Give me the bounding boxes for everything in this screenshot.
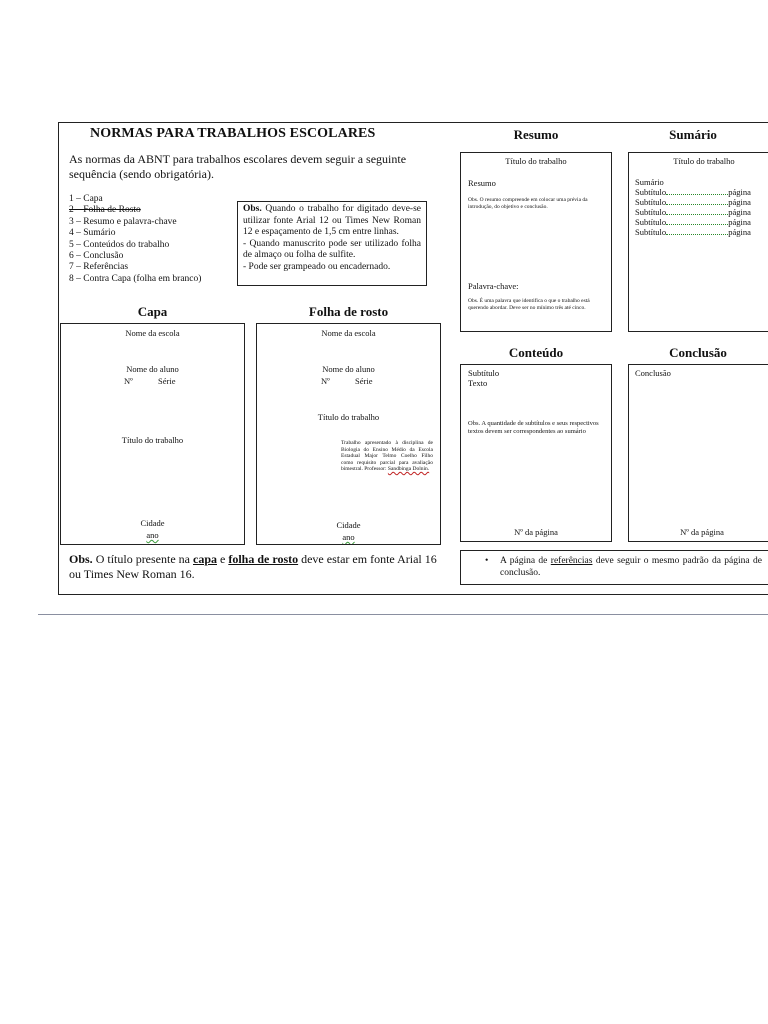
sumario-row: Subtítulo página — [635, 227, 751, 237]
sumario-rows — [635, 187, 751, 237]
list-item: 4 – Sumário — [69, 228, 116, 239]
sumario-row: Subtítulo página — [635, 217, 751, 227]
capa-grade: Série — [158, 376, 176, 386]
list-item: 2 – Folha de Rosto — [69, 205, 141, 216]
sumario-row: Subtítulo página — [635, 197, 751, 207]
capa-box — [60, 323, 245, 545]
referencias-link: referências — [550, 556, 593, 566]
folha-city: Cidade — [336, 520, 361, 530]
sumario-label: Sumário — [635, 177, 664, 187]
footer-folha: folha de rosto — [228, 552, 299, 566]
conteudo-page: Nº da página — [514, 527, 558, 537]
folha-year-wrap — [257, 532, 440, 542]
list-item: 7 – Referências — [69, 262, 129, 273]
conteudo-text: Texto — [468, 378, 488, 388]
footer-obs-label: Obs. — [69, 552, 93, 566]
folha-school: Nome da escola — [321, 328, 376, 338]
list-item: 1 – Capa — [69, 194, 103, 204]
conclusao-label: Conclusão — [635, 368, 671, 378]
capa-title: Título do trabalho — [121, 435, 184, 445]
list-item: 3 – Resumo e palavra-chave — [69, 216, 177, 227]
separator-line — [38, 614, 768, 615]
teacher-name: Sandbinga Dolnin. — [387, 466, 430, 472]
folha-rosto-heading: Folha de rosto — [308, 304, 389, 319]
sumario-heading: Sumário — [669, 127, 717, 142]
dot-leader — [666, 224, 728, 225]
obs-line-1: Obs. Quando o trabalho for digitado deve-se utilizar fonte Arial 12 ou Times New Roman 12 e espaçamento de 1,5 cm entre linhas. — [243, 204, 421, 238]
folha-note: Trabalho apresentado à disciplina de Biologia do Ensino Médio da Escola Estadual Major Telmo Coelho Filho como requisito parcial para avaliação bimestral. Professor: Sandbinga Dolnin. — [341, 440, 433, 472]
keyword-label: Palavra-chave: — [468, 281, 519, 291]
sumario-title: Título do trabalho — [673, 156, 735, 166]
capa-heading: Capa — [137, 304, 168, 319]
sumario-row: Subtítulo página — [635, 187, 751, 197]
sumario-row: Subtítulo página — [635, 207, 751, 217]
dot-leader — [666, 204, 728, 205]
resumo-title: Título do trabalho — [505, 156, 567, 166]
capa-student: Nome do aluno — [126, 364, 179, 374]
obs-line-2: - Quando manuscrito pode ser utilizado folha de almaço ou folha de sulfite. — [243, 238, 421, 261]
keyword-obs: Obs. É uma palavra que identifica o que o trabalho está querendo abordar. Deve ser no mínimo três até cinco. — [468, 298, 590, 311]
resumo-heading: Resumo — [513, 127, 559, 142]
folha-rosto-box — [256, 323, 441, 545]
capa-num: Nº — [124, 376, 133, 386]
conteudo-box — [460, 364, 612, 542]
conclusao-heading: Conclusão — [669, 345, 727, 360]
obs-line-3: - Pode ser grampeado ou encadernado. — [243, 261, 391, 272]
conteudo-obs: Obs. A quantidade de subtítulos e seus respectivos textos devem ser correspondentes ao sumário — [468, 420, 599, 435]
intro-text: As normas da ABNT para trabalhos escolares devem seguir a seguinte sequência (sendo obrigatória). — [69, 152, 407, 181]
list-item: 6 – Conclusão — [69, 251, 124, 262]
sequence-list — [69, 194, 201, 285]
capa-year-wrap — [61, 530, 244, 540]
list-item: 5 – Conteúdos do trabalho — [69, 239, 170, 250]
obs-box — [237, 201, 427, 286]
conclusao-page: Nº da página — [680, 527, 724, 537]
dot-leader — [666, 214, 728, 215]
obs-label: Obs. — [243, 204, 262, 214]
conteudo-subtitle: Subtítulo — [468, 368, 500, 378]
resumo-box — [460, 152, 612, 332]
referencias-note: A página de referências deve seguir o mesmo padrão da página de conclusão. — [500, 556, 762, 578]
capa-city: Cidade — [140, 518, 165, 528]
sumario-box — [628, 152, 768, 332]
folha-num: Nº — [321, 376, 330, 386]
dot-leader — [666, 194, 728, 195]
folha-year: ano — [342, 532, 355, 542]
folha-title: Título do trabalho — [317, 412, 380, 422]
footer-capa: capa — [193, 552, 217, 566]
list-item: 8 – Contra Capa (folha em branco) — [69, 273, 202, 284]
folha-grade: Série — [355, 376, 373, 386]
folha-student: Nome do aluno — [322, 364, 375, 374]
dot-leader — [666, 234, 728, 235]
page-title: NORMAS PARA TRABALHOS ESCOLARES — [90, 126, 376, 141]
conteudo-heading: Conteúdo — [508, 345, 564, 360]
capa-year: ano — [146, 530, 159, 540]
capa-school: Nome da escola — [125, 328, 180, 338]
bullet-icon: • — [485, 556, 489, 566]
resumo-label: Resumo — [468, 178, 496, 188]
resumo-obs: Obs. O resumo compreende em colocar uma prévia da introdução, do objetivo e conclusão. — [468, 197, 588, 210]
footer-obs: Obs. O título presente na capa e folha de rosto deve estar em fonte Arial 16 ou Times New Roman 16. — [69, 552, 437, 581]
referencias-note-box — [460, 550, 768, 585]
conclusao-box — [628, 364, 768, 542]
